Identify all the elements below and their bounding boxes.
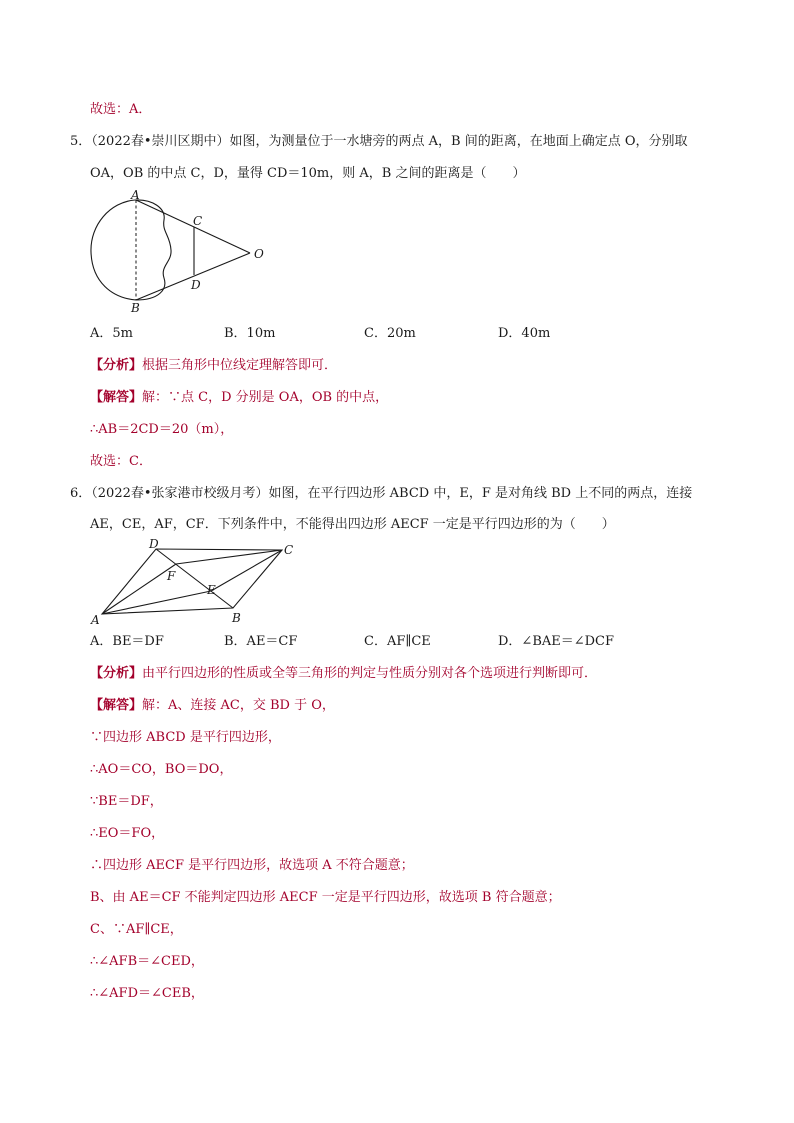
label-F: F: [167, 569, 176, 583]
q6-stem-line1: 6．（2022春•张家港市校级月考）如图，在平行四边形 ABCD 中，E，F 是对角线 BD 上不同的两点，连接: [70, 486, 693, 501]
q6-option-c: C．AF∥CE: [364, 634, 431, 649]
q5-figure: [80, 190, 280, 316]
q5-option-d: D．40m: [498, 326, 551, 341]
q6-figure: [85, 536, 300, 628]
q6-answer-line-9: ∴∠AFB＝∠CED，: [90, 954, 204, 969]
q6-answer-line-3: ∴AO＝CO，BO＝DO，: [90, 762, 233, 777]
q6-analysis-text: 由平行四边形的性质或全等三角形的判定与性质分别对各个选项进行判断即可．: [142, 666, 598, 681]
label-B: B: [131, 301, 140, 315]
label-B: B: [232, 611, 241, 625]
q6-option-b: B．AE＝CF: [224, 634, 298, 649]
q6-option-a: A．BE＝DF: [90, 634, 164, 649]
q6-answer-tag: 【解答】: [90, 698, 143, 713]
q6-answer-line-10: ∴∠AFD＝∠CEB，: [90, 986, 204, 1001]
q6-answer-line-6: ∴四边形 AECF 是平行四边形，故选项 A 不符合题意；: [90, 858, 414, 873]
label-A: A: [131, 190, 140, 202]
label-C: C: [284, 543, 294, 557]
q5-analysis-text: 根据三角形中位线定理解答即可．: [142, 358, 338, 373]
segment-ce: [211, 550, 282, 591]
q6-answer-line-4: ∵BE＝DF，: [90, 794, 163, 809]
q6-option-d: D．∠BAE＝∠DCF: [498, 634, 615, 649]
q6-answer: [90, 697, 335, 715]
label-E: E: [207, 583, 216, 597]
q6-stem-line2: AE，CE，AF，CF．下列条件中，不能得出四边形 AECF 一定是平行四边形的为（ ）: [90, 517, 615, 532]
q6-answer-line-5: ∴EO＝FO，: [90, 826, 165, 841]
q5-answer-line1: 解：∵点 C，D 分别是 OA，OB 的中点，: [142, 390, 389, 405]
segment-cf: [176, 550, 282, 564]
label-A: A: [91, 613, 100, 627]
q6-answer-line-2: ∵四边形 ABCD 是平行四边形，: [90, 730, 281, 745]
label-O: O: [254, 247, 264, 261]
label-C: C: [193, 214, 203, 228]
label-D: D: [191, 278, 201, 292]
q6-analysis-tag: 【分析】: [90, 666, 143, 681]
parallelogram-abcd: [102, 549, 282, 614]
label-D: D: [149, 537, 159, 551]
q6-answer-line-8: C、∵AF∥CE，: [90, 922, 183, 937]
pond-outline: [91, 200, 171, 300]
q5-analysis: [90, 357, 337, 375]
q5-answer-line2: ∴AB＝2CD＝20（m），: [90, 422, 234, 437]
q5-stem-line1: 5．（2022春•崇川区期中）如图，为测量位于一水塘旁的两点 A，B 间的距离，在地面上确定点 O，分别取: [70, 134, 688, 149]
q5-analysis-tag: 【分析】: [90, 358, 143, 373]
q6-answer-line-7: B、由 AE＝CF 不能判定四边形 AECF 一定是平行四边形，故选项 B 符合题意；: [90, 890, 561, 905]
prev-conclusion: 故选：A．: [90, 102, 152, 117]
segment-bo: [136, 253, 250, 300]
q5-answer-tag: 【解答】: [90, 390, 143, 405]
q5-option-b: B．10m: [224, 326, 276, 341]
q5-conclusion: 故选：C．: [90, 454, 152, 469]
q5-answer: [90, 389, 388, 407]
q6-analysis: [90, 665, 597, 683]
q6-answer-line-1: 解：A、连接 AC，交 BD 于 O，: [142, 698, 335, 713]
q5-option-c: C．20m: [364, 326, 416, 341]
q5-option-a: A．5m: [90, 326, 133, 341]
q5-stem-line2: OA，OB 的中点 C，D，量得 CD＝10m，则 A，B 之间的距离是（ ）: [90, 166, 526, 181]
